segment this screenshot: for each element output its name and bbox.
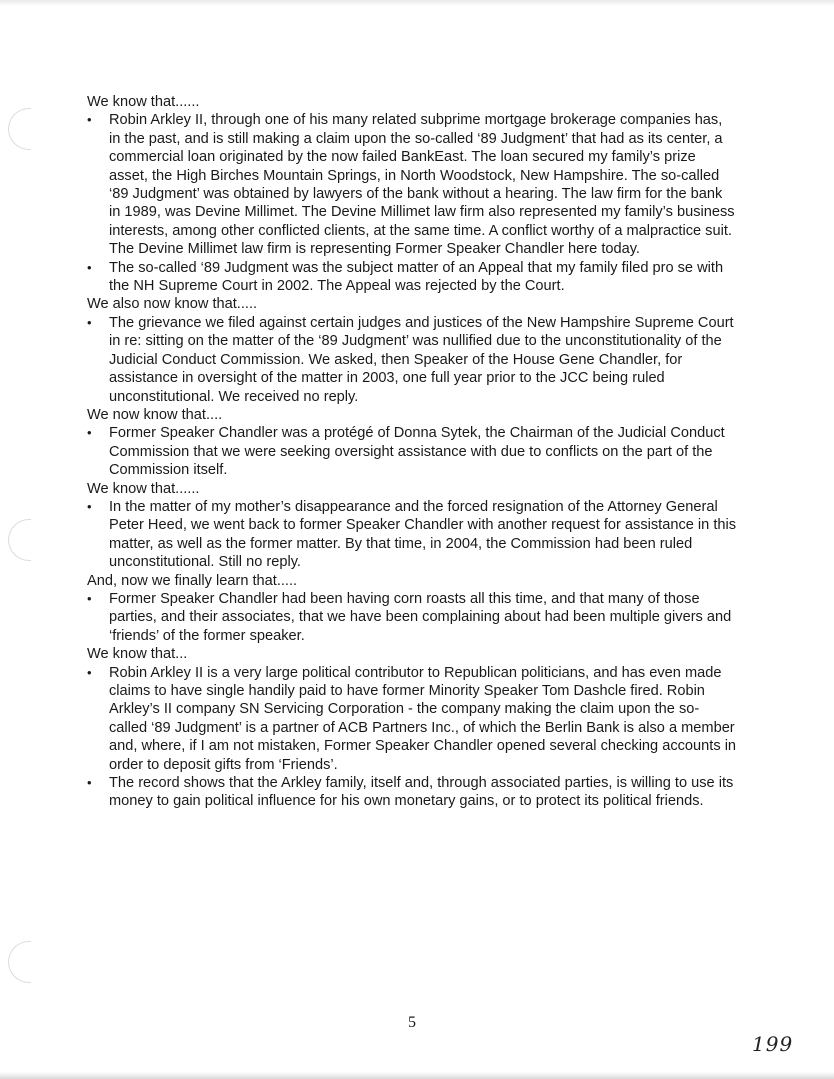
scan-edge-top [0,0,834,6]
block-lead-in: And, now we finally learn that..... [87,572,298,589]
block-lead-in: We know that...... [87,480,200,497]
block-lead-in: We now know that.... [87,406,223,423]
bullet-list [87,111,737,295]
document-body [87,93,737,811]
statement-block [87,645,737,811]
bullet-item: • Former Speaker Chandler had been having corn roasts all this time, and that many of those parties, and their associates, that we have been complaining about had been multiple givers and ‘friends’ of the former speaker. [87,590,737,645]
scan-edge-bottom [0,1072,834,1079]
page-number: 5 [408,1014,416,1031]
bullet-item: • The record shows that the Arkley family, itself and, through associated parties, is willing to use its money to gain political influence for his own monetary gains, or to protect its political friends. [87,774,737,811]
bullet-item: • In the matter of my mother’s disappearance and the forced resignation of the Attorney General Peter Heed, we went back to former Speaker Chandler with another request for assistance in this matter, as well as the former matter. By that time, in 2004, the Commission had been ruled unconstitutional. Still no reply. [87,498,737,572]
handwritten-page-number: 199 [752,1032,794,1056]
punch-hole-mark [8,941,31,983]
bullet-list [87,424,737,479]
block-lead-in: We know that... [87,646,188,663]
punch-hole-mark [8,519,31,561]
bullet-item: • The so-called ‘89 Judgment was the subject matter of an Appeal that my family filed pro se with the NH Supreme Court in 2002. The Appeal was rejected by the Court. [87,259,737,296]
block-lead-in: We also now know that..... [87,296,258,313]
statement-block [87,93,737,295]
statement-block [87,480,737,572]
statement-block [87,295,737,405]
statement-block [87,406,737,480]
bullet-list [87,314,737,406]
bullet-item: • Robin Arkley II is a very large political contributor to Republican politicians, and has even made claims to have single handily paid to have former Minority Speaker Tom Dashcle fired. Robin Arkley’s II company SN Servicing Corporation - the company making the claim upon the so-called ‘89 Judgment’ is a partner of ACB Partners Inc., of which the Berlin Bank is also a member and, where, if I am not mistaken, Former Speaker Chandler opened several checking accounts in order to deposit gifts from ‘Friends’. [87,664,737,774]
punch-hole-mark [8,108,31,150]
statement-block [87,572,737,646]
bullet-item: • The grievance we filed against certain judges and justices of the New Hampshire Supreme Court in re: sitting on the matter of the ‘89 Judgment’ was nullified due to the unconstitutionality of the Judicial Conduct Commission. We asked, then Speaker of the House Gene Chandler, for assistance in oversight of the matter in 2003, one full year prior to the JCC being ruled unconstitutional. We received no reply. [87,314,737,406]
bullet-list [87,498,737,572]
bullet-item: • Robin Arkley II, through one of his many related subprime mortgage brokerage companies has, in the past, and is still making a claim upon the so-called ‘89 Judgment’ that had as its center, a commercial loan originated by the now failed BankEast. The loan secured my family’s prize asset, the High Birches Mountain Springs, in North Woodstock, New Hampshire. The so-called ‘89 Judgment’ was obtained by lawyers of the bank without a hearing. The law firm for the bank in 1989, was Devine Millimet. The Devine Millimet law firm also represented my family’s business interests, among other conflicted clients, at the same time. A conflict worthy of a malpractice suit. The Devine Millimet law firm is representing Former Speaker Chandler here today. [87,111,737,258]
bullet-list [87,590,737,645]
block-lead-in: We know that...... [87,94,200,110]
bullet-item: • Former Speaker Chandler was a protégé of Donna Sytek, the Chairman of the Judicial Conduct Commission that we were seeking oversight assistance with due to conflicts on the part of the Commission itself. [87,424,737,479]
bullet-list [87,664,737,811]
